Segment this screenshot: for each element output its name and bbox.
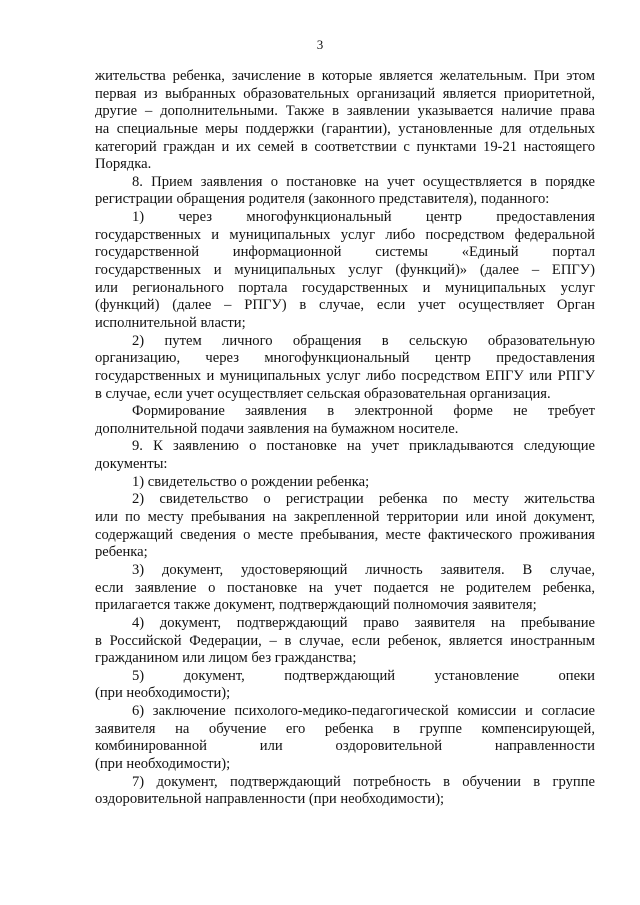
text-line: 4) документ, подтверждающий право заявителя на пребывание [132,614,595,631]
paragraph [95,174,595,209]
paragraph [95,491,595,562]
paragraph [95,774,595,809]
text-line: прилагается также документ, подтверждающий полномочия заявителя; [95,597,537,614]
text-line: Порядка. [95,156,152,173]
text-line: 2) путем личного обращения в сельскую образовательную [132,332,595,349]
text-line: содержащий сведения о месте пребывания, месте фактического проживания [95,526,595,543]
paragraph [95,668,595,703]
text-line: на специальные меры поддержки (гарантии), установленные для отдельных [95,120,595,137]
text-line: комбинированной или оздоровительной направленности [95,738,595,755]
paragraph [95,703,595,774]
text-line: регистрации обращения родителя (законного представителя), поданного: [95,191,550,208]
document-body [95,68,595,809]
paragraph [95,68,595,174]
paragraph [95,333,595,404]
paragraph [95,209,595,332]
text-line: заявителя на обучение его ребенка в группе компенсирующей, [95,720,595,737]
text-line: 2) свидетельство о регистрации ребенка по месту жительства [132,491,595,508]
text-line: или регионального портала государственных и муниципальных услуг [95,279,595,296]
paragraph [95,438,595,473]
paragraph [95,403,595,438]
text-line: документы: [95,456,168,473]
text-line: (при необходимости); [95,755,231,772]
text-line: государственной информационной системы «Единый портал [95,244,595,261]
paragraph [95,615,595,668]
page-number: 3 [316,37,324,52]
text-line: 9. К заявлению о постановке на учет прикладываются следующие [132,438,595,455]
text-line: оздоровительной направленности (при необходимости); [95,791,445,808]
text-line: государственных и муниципальных услуг (функций)» (далее – ЕПГУ) [95,262,595,279]
text-line: или по месту пребывания на закрепленной территории или иной документ, [95,509,595,526]
text-line: дополнительной подачи заявления на бумажном носителе. [95,420,459,437]
text-line: гражданином или лицом без гражданства; [95,650,357,667]
text-line: 1) свидетельство о рождении ребенка; [132,473,370,490]
text-line: государственных и муниципальных услуг либо посредством федеральной [95,226,595,243]
text-line: в Российской Федерации, – в случае, если ребенок, является иностранным [95,632,595,649]
text-line: 7) документ, подтверждающий потребность в обучении в группе [132,773,595,790]
text-line: организацию, через многофункциональный центр предоставления [95,350,595,367]
paragraph [95,474,595,492]
text-line: ребенка; [95,544,148,561]
text-line: исполнительной власти; [95,314,246,331]
text-line: жительства ребенка, зачисление в которые является желательным. При этом [95,68,595,84]
text-line: 1) через многофункциональный центр предоставления [132,209,595,226]
text-line: 8. Прием заявления о постановке на учет осуществляется в порядке [132,173,595,190]
text-line: если заявление о постановке на учет подается не родителем ребенка, [95,579,595,596]
text-line: (при необходимости); [95,685,231,702]
text-line: 5) документ, подтверждающий установление опеки [132,667,595,684]
text-line: в случае, если учет осуществляет сельская образовательная организация. [95,385,551,402]
text-line: (функций) (далее – РПГУ) в случае, если учет осуществляет Орган [95,297,595,314]
text-line: первая из выбранных образовательных организаций является приоритетной, [95,85,595,102]
text-line: другие – дополнительными. Также в заявлении указывается наличие права [95,103,595,120]
paragraph [95,562,595,615]
text-line: 3) документ, удостоверяющий личность заявителя. В случае, [132,561,595,578]
text-line: Формирование заявления в электронной форме не требует [132,403,595,420]
text-line: государственных и муниципальных услуг либо посредством ЕПГУ или РПГУ [95,367,595,384]
text-line: 6) заключение психолого-медико-педагогической комиссии и согласие [132,703,595,720]
text-line: категорий граждан и их семей в соответствии с пунктами 19-21 настоящего [95,138,595,155]
